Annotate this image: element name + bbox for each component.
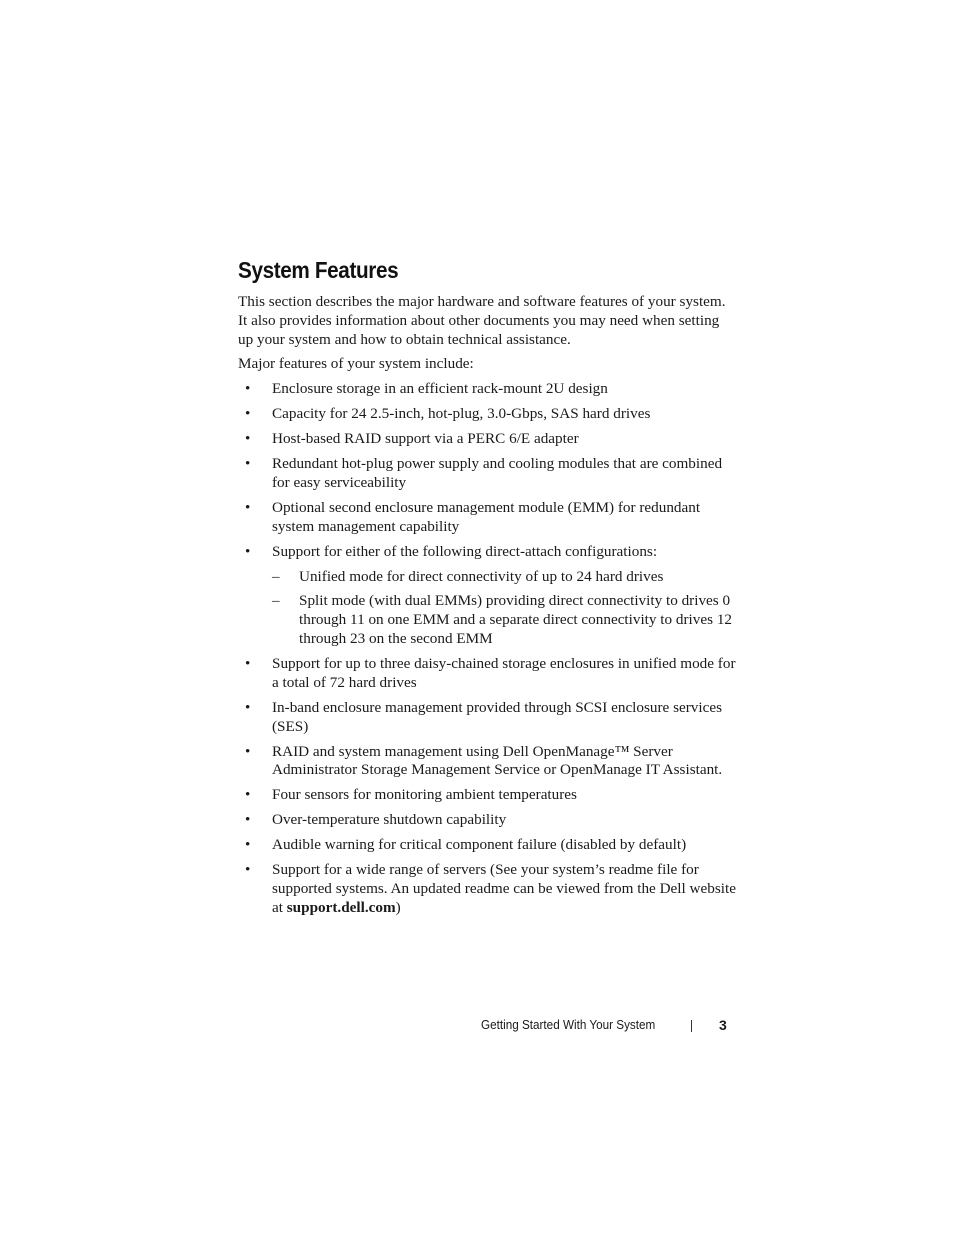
bullet-icon: • [245, 836, 251, 854]
list-item [238, 655, 738, 693]
footer-separator [691, 1020, 692, 1032]
list-item [238, 811, 738, 830]
bullet-icon: • [245, 542, 251, 560]
bullet-icon: • [245, 655, 251, 673]
feature-text: RAID and system management using Dell OpenManage™ Server Administrator Storage Management Service or OpenManage IT Assistant. [272, 742, 723, 779]
bullet-icon: • [245, 742, 251, 760]
sub-list-item [272, 592, 738, 648]
footer-title: Getting Started With Your System [481, 1017, 656, 1032]
bullet-icon: • [245, 786, 251, 804]
dash-icon: – [272, 567, 280, 585]
feature-text-before-link: Support for a wide range of servers (See your system’s readme file for supported systems. An updated readme can be viewed from the Dell website at [272, 861, 736, 916]
feature-text-after-link: ) [395, 898, 401, 916]
page-number: 3 [719, 1017, 727, 1033]
bullet-icon: • [245, 430, 251, 448]
feature-text: Support for up to three daisy-chained storage enclosures in unified mode for a total of 72 hard drives [272, 655, 736, 691]
feature-text: Audible warning for critical component failure (disabled by default) [272, 836, 687, 854]
sub-list-item [272, 568, 738, 587]
list-item [238, 543, 738, 649]
feature-text: Host-based RAID support via a PERC 6/E adapter [272, 430, 579, 448]
list-item [238, 455, 738, 493]
intro-paragraph: This section describes the major hardware and software features of your system. It also provides information about other documents you may need when setting up your system and how to obtain technical assistance. [238, 293, 726, 348]
sub-feature-list [272, 568, 738, 649]
bullet-icon: • [245, 861, 251, 879]
list-item [238, 743, 738, 781]
list-item [238, 430, 738, 449]
bullet-icon: • [245, 455, 251, 473]
list-item [238, 836, 738, 855]
feature-text: Enclosure storage in an efficient rack-mount 2U design [272, 380, 608, 398]
bullet-icon: • [245, 498, 251, 516]
feature-text: Optional second enclosure management module (EMM) for redundant system management capability [272, 498, 701, 535]
list-item [238, 499, 738, 537]
feature-text: Four sensors for monitoring ambient temperatures [272, 786, 577, 804]
list-item [238, 786, 738, 805]
features-lead: Major features of your system include: [238, 355, 474, 373]
feature-text: Over-temperature shutdown capability [272, 811, 507, 829]
feature-list [238, 380, 738, 918]
bullet-icon: • [245, 405, 251, 423]
feature-text: Redundant hot-plug power supply and cooling modules that are combined for easy serviceability [272, 455, 723, 491]
list-item [238, 861, 738, 917]
dash-icon: – [272, 592, 280, 610]
feature-text: Capacity for 24 2.5-inch, hot-plug, 3.0-Gbps, SAS hard drives [272, 405, 651, 423]
page-content [238, 255, 738, 924]
sub-feature-text: Split mode (with dual EMMs) providing direct connectivity to drives 0 through 11 on one EMM and a separate direct connectivity to drives 12 through 23 on the second EMM [299, 592, 733, 648]
page-footer [481, 1014, 731, 1036]
list-item [238, 380, 738, 399]
list-item [238, 405, 738, 424]
bullet-icon: • [245, 380, 251, 398]
support-link[interactable]: support.dell.com [286, 898, 396, 916]
sub-feature-text: Unified mode for direct connectivity of up to 24 hard drives [299, 567, 664, 585]
bullet-icon: • [245, 698, 251, 716]
feature-text: Support for either of the following direct-attach configurations: [272, 542, 658, 560]
feature-text: In-band enclosure management provided through SCSI enclosure services (SES) [272, 698, 723, 735]
bullet-icon: • [245, 811, 251, 829]
list-item [238, 699, 738, 737]
section-title: System Features [238, 257, 399, 283]
